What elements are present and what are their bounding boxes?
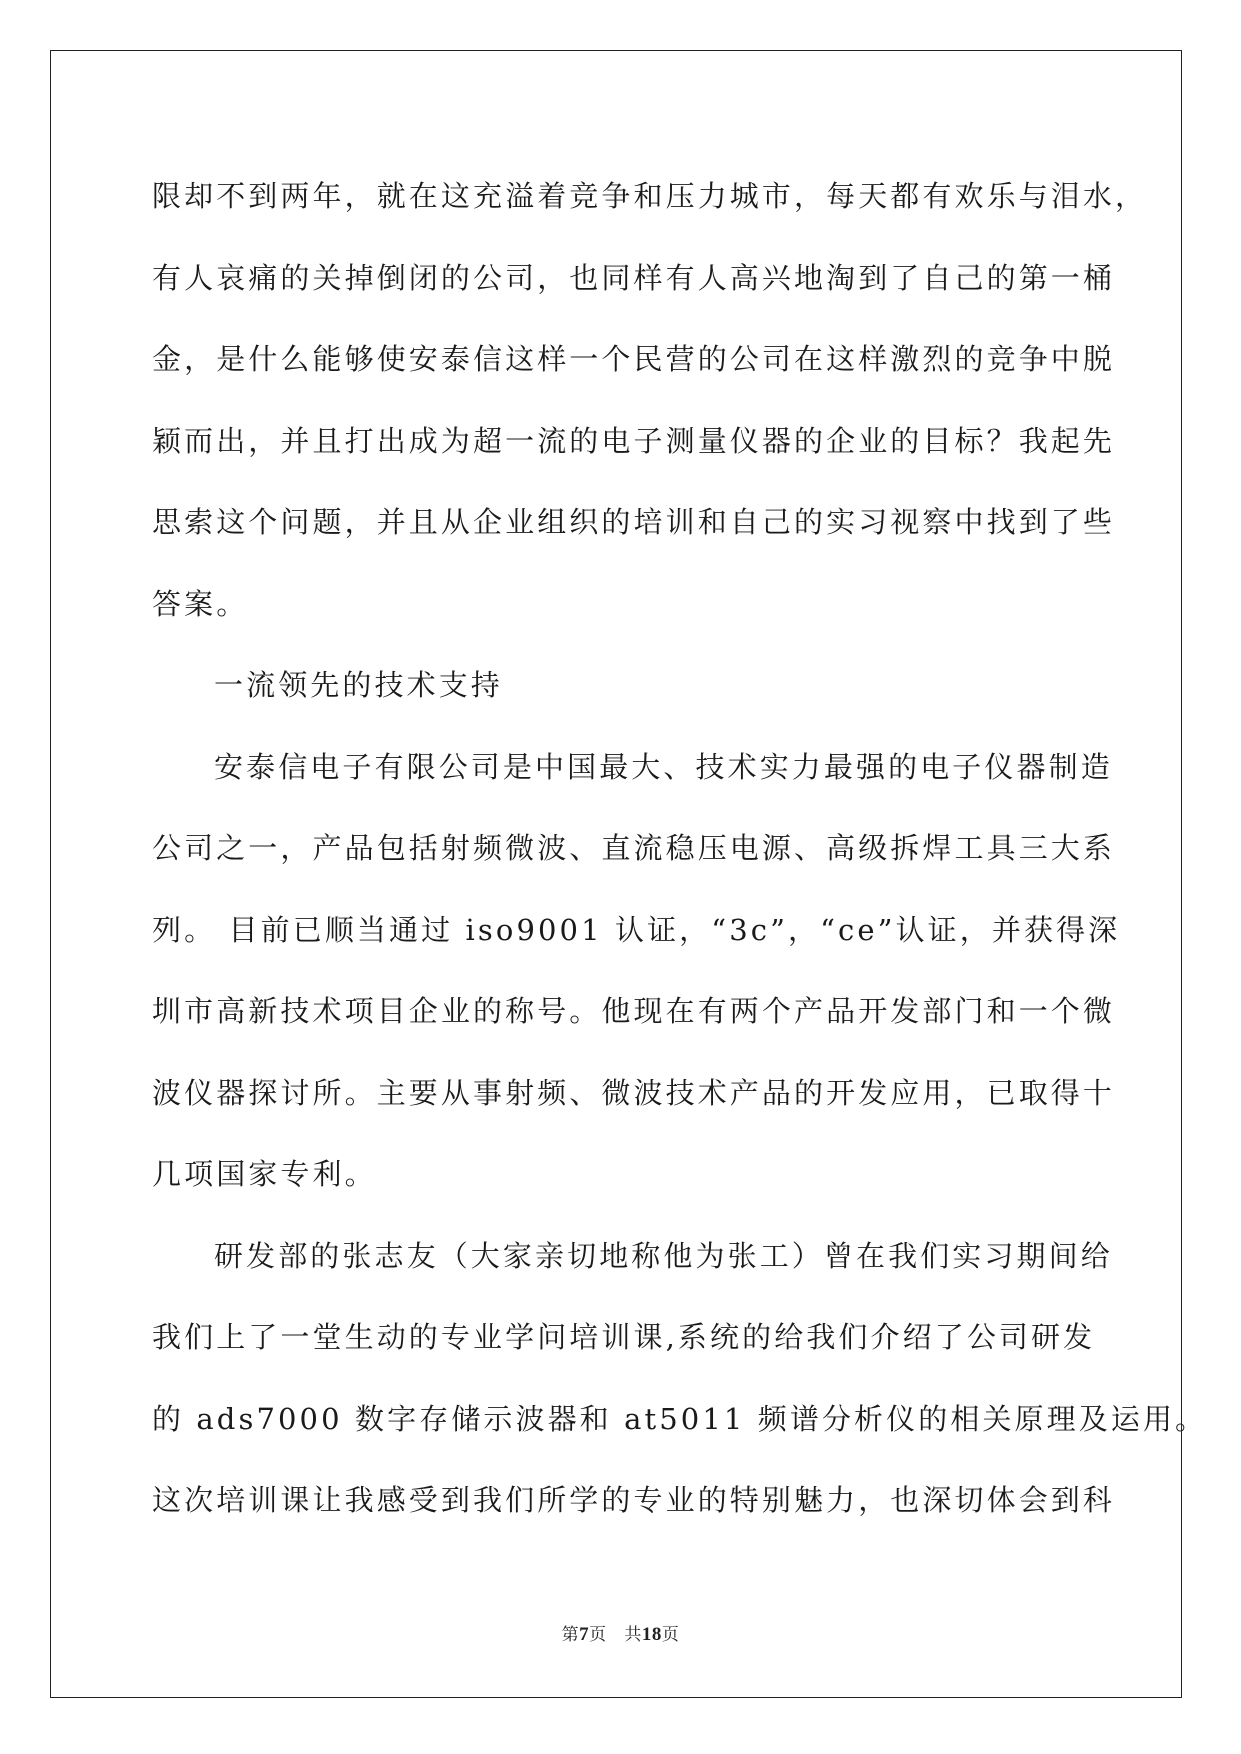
text-line: 几项国家专利。 bbox=[152, 1157, 377, 1191]
text-line: 研发部的张志友（大家亲切地称他为张工）曾在我们实习期间给 bbox=[214, 1238, 1113, 1273]
footer-total-prefix: 共 bbox=[624, 1625, 642, 1645]
text-line: 列。 目前已顺当通过 iso9001 认证，“3c”，“ce”认证，并获得深 bbox=[152, 912, 1121, 947]
text-line: 的 ads7000 数字存储示波器和 at5011 频谱分析仪的相关原理及运用。 bbox=[152, 1401, 1208, 1436]
footer-total-suffix: 页 bbox=[661, 1625, 680, 1645]
section-heading: 一流领先的技术支持 bbox=[214, 668, 503, 702]
footer-prefix: 第 bbox=[561, 1625, 580, 1645]
text-line: 颖而出，并且打出成为超一流的电子测量仪器的企业的目标？我起先 bbox=[152, 423, 1116, 458]
text-line: 限却不到两年，就在这充溢着竞争和压力城市，每天都有欢乐与泪水， bbox=[152, 179, 1148, 213]
text-line: 我们上了一堂生动的专业学问培训课,系统的给我们介绍了公司研发 bbox=[152, 1320, 1096, 1354]
text-line: 安泰信电子有限公司是中国最大、技术实力最强的电子仪器制造 bbox=[214, 749, 1113, 784]
text-line: 公司之一，产品包括射频微波、直流稳压电源、高级拆焊工具三大系 bbox=[152, 831, 1116, 865]
text-line: 思索这个问题，并且从企业组织的培训和自己的实习视察中找到了些 bbox=[152, 505, 1116, 539]
text-line: 金，是什么能够使安泰信这样一个民营的公司在这样激烈的竞争中脱 bbox=[152, 342, 1116, 376]
text-line: 答案。 bbox=[152, 586, 249, 621]
text-line: 波仪器探讨所。主要从事射频、微波技术产品的开发应用，已取得十 bbox=[152, 1075, 1116, 1110]
text-line: 圳市高新技术项目企业的称号。他现在有两个产品开发部门和一个微 bbox=[152, 994, 1116, 1028]
total-pages-number: 18 bbox=[641, 1624, 662, 1645]
document-body bbox=[152, 156, 1208, 1542]
text-line: 这次培训课让我感受到我们所学的专业的特别魅力，也深切体会到科 bbox=[152, 1483, 1116, 1517]
footer-page-suffix: 页 bbox=[589, 1625, 607, 1645]
text-line: 有人哀痛的关掉倒闭的公司，也同样有人高兴地淘到了自己的第一桶 bbox=[152, 260, 1116, 295]
current-page-number: 7 bbox=[579, 1624, 590, 1645]
page-footer bbox=[0, 1620, 1241, 1646]
